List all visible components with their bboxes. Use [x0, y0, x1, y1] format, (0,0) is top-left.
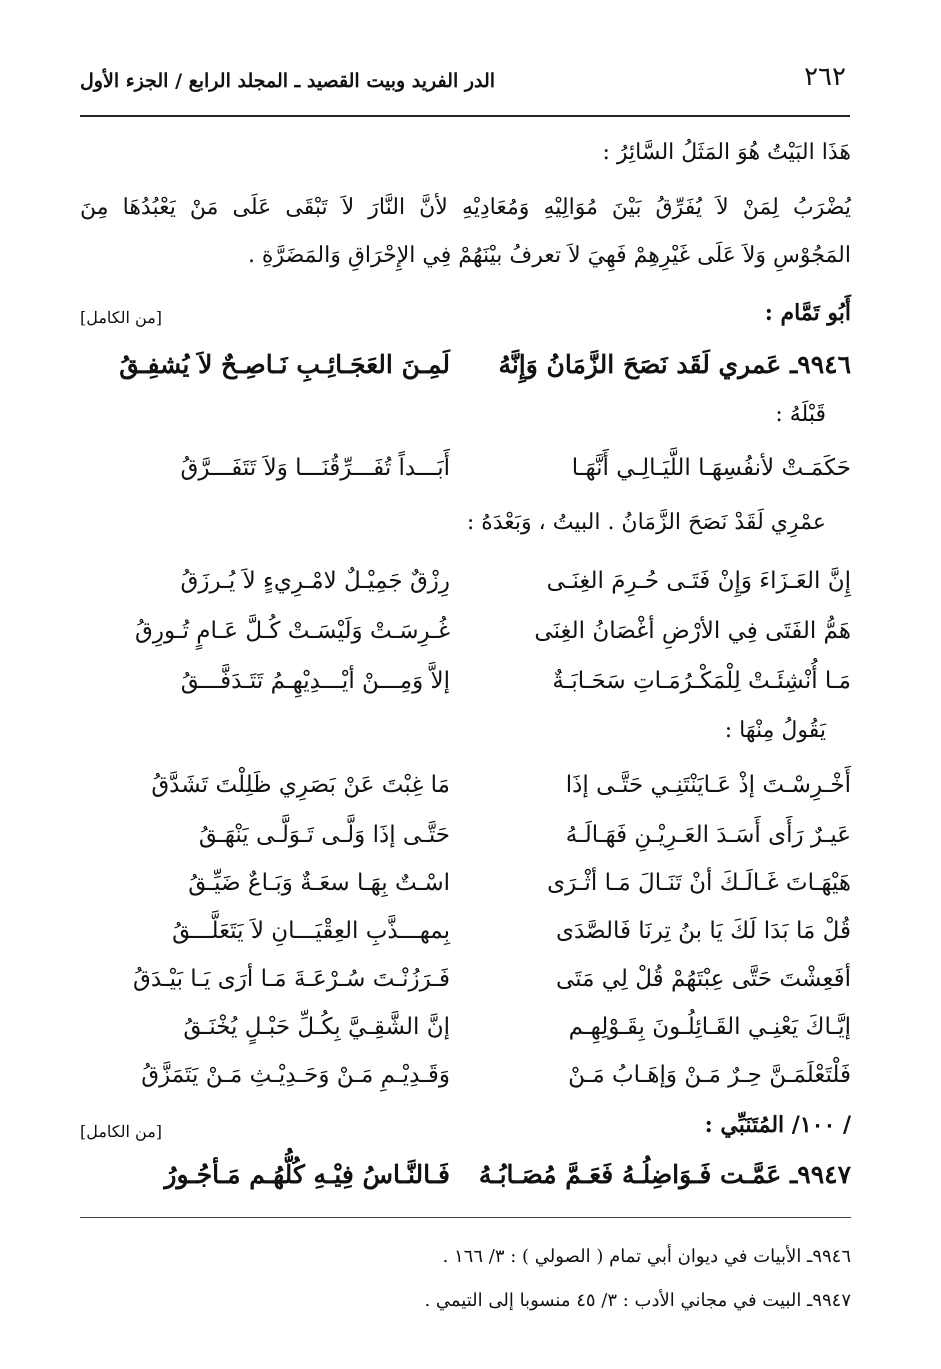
header-rule [80, 115, 850, 117]
hemistich-first: هَيْهَـاتَ غَـالَـكَ أنْ تَنَـالَ مَـا أثْـرَى [547, 870, 851, 896]
poet-mutanabbi: / ١٠٠/ المُتَنَبِّي : [704, 1112, 851, 1138]
meter-label-1: [من الكامل] [80, 308, 163, 327]
intro-line: هَذَا البَيْتُ هُوَ المَثَلُ السَّائِرُ : [602, 140, 851, 165]
verse-from-4 [90, 918, 851, 958]
hemistich-second: رِزْقٌ جَمِيْـلٌ لامْـرِيءٍ لاَ يُـرزَقُ [180, 568, 450, 594]
hemistich-first: مَـا أُنْشِئَـتْ لِلْمَكْـرُمَـاتِ سَحَـابَـةٌ [552, 668, 851, 694]
verse-from-6 [90, 1014, 851, 1054]
verse-9947 [90, 1160, 851, 1200]
verse-9946-second-hemistich: لَمِـنَ العَجَـائِـبِ نَـاصِـحٌ لاَ يُشفِـقُ [119, 350, 450, 379]
prose-line-2: المَجُوْسِ وَلاَ عَلَى غَيْرِهِمْ فَهِيَ لاَ تعرفُ بيْنَهُمْ فِي الإِحْرَاقِ وَالمَضَرَّةِ . [247, 243, 851, 268]
verse-9947-first-hemistich: ٩٩٤٧ـ عَمَّـت فَـوَاضِلُـهُ فَعَـمَّ مُصَـابُـهُ [478, 1160, 851, 1189]
poet-abu-tammam: أَبُو تَمَّام : [764, 300, 851, 326]
verse-from-1 [90, 772, 851, 812]
hemistich-second: حَتَّـى إذَا وَلَّـى تَـوَلَّـى يَنْهَـقُ [198, 822, 450, 848]
after-line: عمْرِي لَقَدْ نَصَحَ الزَّمَانُ . البيتُ ، وَبَعْدَهُ : [466, 510, 826, 535]
hemistich-second: غُـرِسَـتْ وَلَيْسَـتْ كُـلَّ عَـامٍ تُـورِقُ [135, 618, 450, 644]
verse-before-second-hemistich: أَبَـــداً تُفَـــرِّقُنَـــا وَلاَ تَتَفَـــرَّقُ [180, 455, 450, 481]
verse-from-3 [90, 870, 851, 910]
hemistich-second: إلاَّ وَمِـــنْ أيْـــدِيْهِـمُ تَتَـدَفَّـــقُ [180, 668, 450, 694]
running-head: الدر الفريد وبيت القصيد ـ المجلد الرابع / الجزء الأول [80, 70, 496, 92]
hemistich-second: اسْـتٌ بِهَـا سعَـةٌ وَبَـاعٌ ضَيِّـقُ [188, 870, 450, 896]
from-it-label: يَقُولُ مِنْهَا : [724, 718, 826, 743]
page-header [80, 58, 850, 108]
verse-after-1 [90, 568, 851, 608]
verse-9947-second-hemistich: فَـالنَّـاسُ فِيْـهِ كُلُّهُـم مَـأجُـورُ [164, 1160, 450, 1189]
hemistich-first: هَمُّ الفَتَى فِي الأرْضِ أغْصَانُ الغِنَى [534, 618, 851, 644]
meter-label-2: [من الكامل] [80, 1122, 163, 1141]
verse-from-5 [90, 966, 851, 1006]
verse-9946 [90, 350, 851, 390]
hemistich-second: مَا غِبْتَ عَنْ بَصَرِي ظَلِلْتَ تَشَدَّقُ [151, 772, 450, 798]
hemistich-first: قُلْ مَا بَدَا لَكَ يَا بنُ تِرنَا فَالصَّدَى [555, 918, 851, 944]
hemistich-second: بِمهـــذَّبِ العِقْيَـــانِ لاَ يَتَعَلَّـــقُ [172, 918, 450, 944]
page-number: ٢٦٢ [804, 62, 846, 92]
hemistich-first: إيَّـاكَ يَعْنِـي القَـائِلُـونَ بِقَـوْلِهِـم [568, 1014, 851, 1040]
verse-from-2 [90, 822, 851, 862]
verse-after-3 [90, 668, 851, 708]
hemistich-second: وَقَـدِيْـمِ مَـنْ وَحَـدِيْـثِ مَـنْ يَتَمَزَّقُ [141, 1062, 450, 1088]
hemistich-first: أفَعِشْتَ حَتَّى عِبْتَهُمْ قُلْ لِي مَتَى [555, 966, 851, 992]
verse-from-7 [90, 1062, 851, 1102]
verse-9946-first-hemistich: ٩٩٤٦ـ عَمري لَقَد نَصَحَ الزَّمَانُ وَإِنَّهُ [498, 350, 851, 379]
footnote-rule [80, 1217, 851, 1218]
verse-after-2 [90, 618, 851, 658]
footnote-9946: ٩٩٤٦ـ الأبيات في ديوان أبي تمام ( الصولي ) : ٣/ ١٦٦ . [442, 1246, 851, 1267]
before-label: قَبْلَهُ : [775, 402, 826, 427]
verse-before-first-hemistich: حَكَمَـتْ لأنفُسِهَـا اللَّيَـالِـي أَنَّهَـا [571, 455, 851, 481]
hemistich-first: عَيـرٌ رَأَى أَسَـدَ العَـرِيْـنِ فَهَـالَـهُ [565, 822, 851, 848]
verse-before [90, 455, 851, 495]
footnote-9947: ٩٩٤٧ـ البيت في مجاني الأدب : ٣/ ٤٥ منسوبا إلى التيمي . [424, 1290, 851, 1311]
hemistich-first: فَلْتَعْلَمَـنَّ حِـرٌ مَـنْ وَإهَـابُ مَـنْ [568, 1062, 851, 1088]
prose-line-1: يُضْرَبُ لِمَنْ لاَ يُفَرِّقُ بَيْنَ مُوَالِيْهِ وَمُعَادِيْهِ لأنَّ النَّارَ لاَ تَبْقَى عَلَى مَنْ يَعْبُدُهَا مِنَ [80, 195, 851, 220]
hemistich-second: إنَّ الشَّقِـيَّ بِكُـلِّ حَبْـلٍ يُخْنَـقُ [183, 1014, 450, 1040]
hemistich-second: فَـرَزُنْـتَ سُـرْعَـةَ مَـا أرَى يَـا بَيْـدَقُ [132, 966, 450, 992]
hemistich-first: إِنَّ العَـزَاءَ وَإِنْ فَتَـى حُـرِمَ الغِنَـى [546, 568, 851, 594]
hemistich-first: أَخْـرِسْـتَ إذْ عَـايَنْتَنِـي حَتَّـى إذَا [565, 772, 851, 798]
